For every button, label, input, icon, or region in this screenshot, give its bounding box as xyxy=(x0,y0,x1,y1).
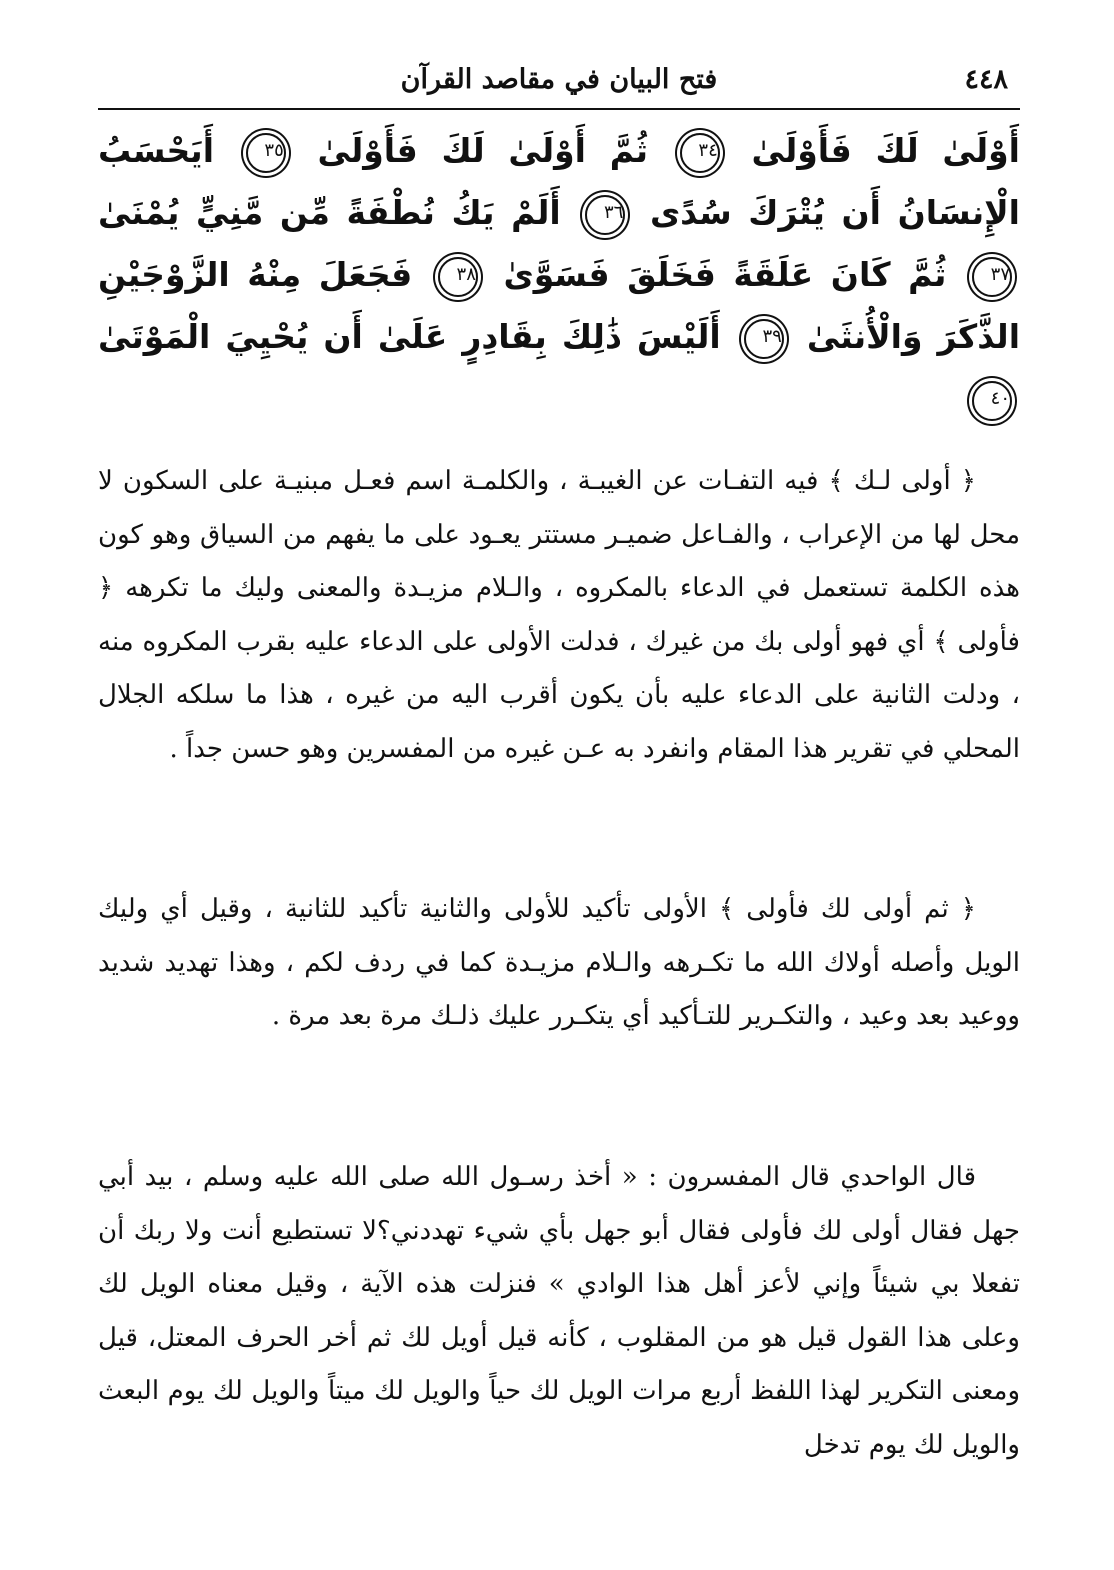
verse-text: أَوْلَىٰ لَكَ فَأَوْلَىٰ xyxy=(751,131,1020,170)
verse-number-marker: ٣٧ xyxy=(972,257,1012,297)
running-header xyxy=(98,62,1020,106)
header-rule xyxy=(98,108,1020,110)
verse-number-marker: ٤٠ xyxy=(972,381,1012,421)
quran-verses xyxy=(98,120,1020,430)
paragraph-body: السكون لا محل لها من الإعراب ، والفـاعل ضميـر مستتر يعـود على ما يفهم من السياق وهو كون هذه الكلمة تستعمل في الدعاء بالمكروه ، والـلام مزيـدة والمعنى وليك ما تكرهه ﴿ فأولى ﴾ أي فهو أولى بك من غيرك ، فدلت الأولى على الدعاء عليه بقرب المكروه منه ، ودلت الثانية على الدعاء عليه بأن يكون أقرب اليه من غيره ، هذا ما سلكه الجلال المحلي في تقرير هذا المقام وانفرد به عـن غيره من المفسرين وهو حسن جداً . xyxy=(98,466,1020,764)
running-title: فتح البيان في مقاصد القرآن xyxy=(400,64,718,95)
paragraph-opening: قال الواحدي قال المفسرون : « أخذ رسـول الله صلى الله عليه وسلم ، xyxy=(183,1162,977,1192)
page-number: ٤٤٨ xyxy=(964,64,1008,95)
verse-text: أَلَيْسَ ذَٰلِكَ بِقَادِرٍ عَلَىٰ أَن يُحْيِيَ الْمَوْتَىٰ xyxy=(98,317,721,356)
verse-number-marker: ٣٤ xyxy=(680,133,720,173)
commentary-paragraph xyxy=(98,455,1020,776)
verse-text: ثُمَّ كَانَ عَلَقَةً فَخَلَقَ فَسَوَّىٰ xyxy=(503,255,947,294)
commentary-paragraph xyxy=(98,1151,1020,1472)
verse-number-marker: ٣٦ xyxy=(585,195,625,235)
verse-number-marker: ٣٥ xyxy=(246,133,286,173)
paragraph-opening: ﴿ أولى لـك ﴾ فيه التفـات عن الغيبـة ، والكلمـة اسم فعـل مبنيـة على xyxy=(218,466,977,496)
paragraph-body: أي وليك الويل وأصله أولاك الله ما تكـرهه والـلام مزيـدة كما في ردف لكم ، وهذا تهديد شديد ووعيد بعد وعيد ، والتكـرير للتـأكيد أي يتكـرر عليك ذلـك مرة بعد مرة . xyxy=(98,894,1020,1031)
verse-number-marker: ٣٨ xyxy=(438,257,478,297)
paragraph-body: بيد أبي جهل فقال أولى لك فأولى فقال أبو جهل بأي شيء تهددني؟لا تستطيع أنت ولا ربك أن تفعلا بي شيئاً وإني لأعز أهل هذا الوادي » فنزلت هذه الآية ، وقيل معناه الويل لك وعلى هذا القول قيل هو من المقلوب ، كأنه قيل أويل لك ثم أخر الحرف المعتل، قيل ومعنى التكرير لهذا اللفظ أربع مرات الويل لك حياً والويل لك ميتاً والويل لك يوم البعث والويل لك يوم تدخل xyxy=(98,1162,1020,1460)
verse-text: أَيَحْسَبُ الْإِنسَانُ أَن يُتْرَكَ سُدًى xyxy=(98,131,1020,232)
paragraph-opening: ﴿ ثم أولى لك فأولى ﴾ الأولى تأكيد للأولى والثانية تأكيد للثانية ، وقيل xyxy=(199,894,977,924)
verse-text: فَجَعَلَ مِنْهُ الزَّوْجَيْنِ الذَّكَرَ وَالْأُنثَىٰ xyxy=(98,255,1021,356)
verse-text: ثُمَّ أَوْلَىٰ لَكَ فَأَوْلَىٰ xyxy=(317,131,648,170)
verse-text: أَلَمْ يَكُ نُطْفَةً مِّن مَّنِيٍّ يُمْنَىٰ xyxy=(98,193,561,232)
commentary-paragraph xyxy=(98,883,1020,1044)
verse-number-marker: ٣٩ xyxy=(744,319,784,359)
